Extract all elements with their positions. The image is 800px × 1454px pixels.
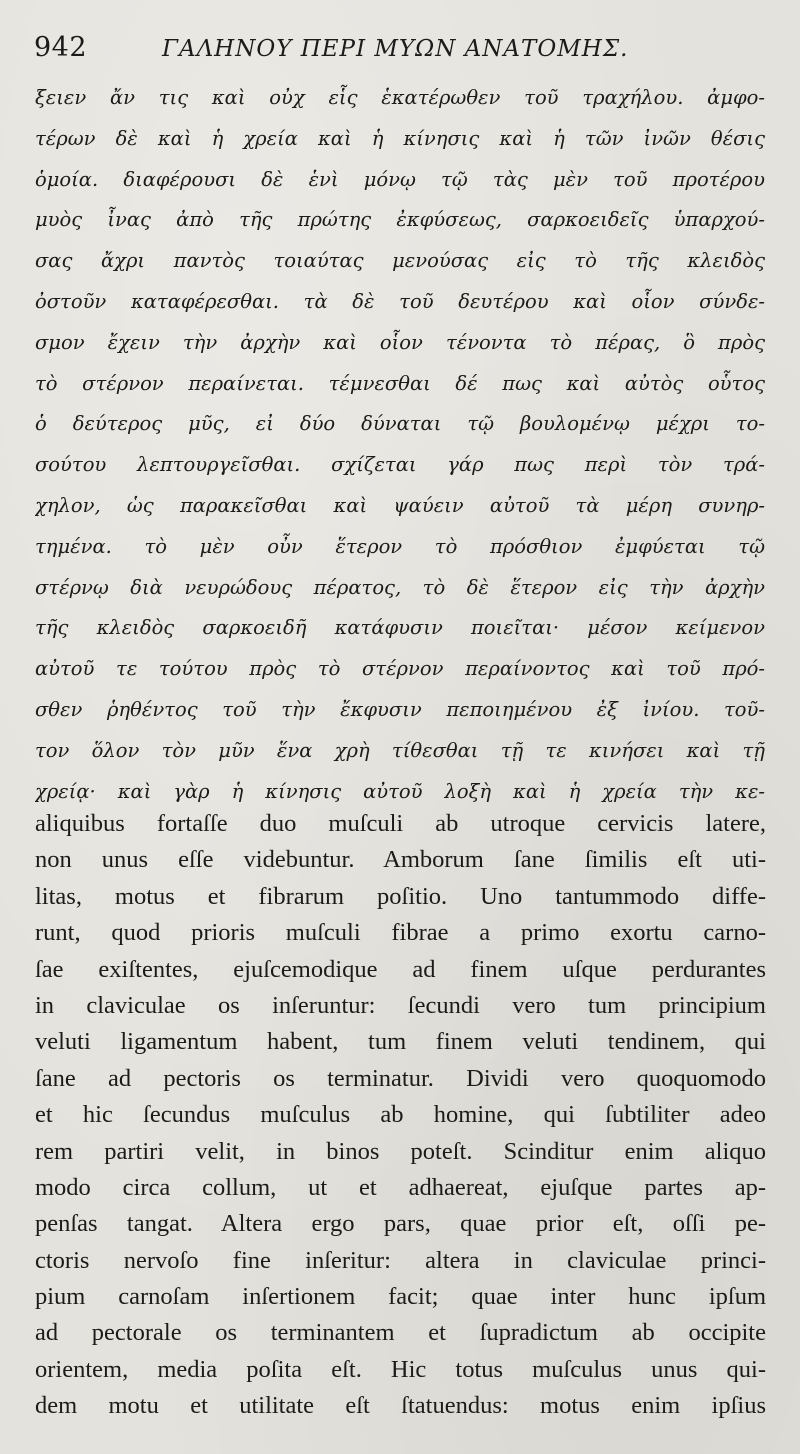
latin-line: veluti ligamentum habent, tum finem veluti tendinem, qui: [35, 1028, 766, 1056]
latin-line: non unus eſſe videbuntur. Amborum ſane ſimilis eſt uti-: [35, 846, 766, 874]
running-title: ΓΑΛΗΝΟΥ ΠΕΡΙ ΜΥΩΝ ΑΝΑΤΟΜΗΣ.: [162, 36, 629, 62]
latin-line: penſas tangat. Altera ergo pars, quae prior eſt, oſſi pe-: [35, 1210, 766, 1238]
greek-line: ὀστοῦν καταφέρεσθαι. τὰ δὲ τοῦ δευτέρου καὶ οἷον σύνδε-: [35, 289, 765, 313]
greek-line: τημένα. τὸ μὲν οὖν ἕτερον τὸ πρόσθιον ἐμφύεται τῷ: [35, 534, 765, 558]
greek-line: σούτου λεπτουργεῖσθαι. σχίζεται γάρ πως περὶ τὸν τρά-: [35, 453, 765, 477]
page-number: 942: [34, 32, 88, 63]
greek-line: μυὸς ἶνας ἀπὸ τῆς πρώτης ἐκφύσεως, σαρκοειδεῖς ὑπαρχού-: [35, 208, 765, 232]
latin-line: pium carnoſam inſertionem facit; quae inter hunc ipſum: [35, 1283, 766, 1311]
greek-line: χρείᾳ· καὶ γὰρ ἡ κίνησις αὐτοῦ λοξὴ καὶ ἡ χρεία τὴν κε-: [35, 779, 765, 803]
latin-line: runt, quod prioris muſculi fibrae a primo exortu carno-: [35, 919, 766, 947]
latin-line: aliquibus fortaſſe duo muſculi ab utroque cervicis latere,: [35, 810, 766, 837]
latin-line: rem partiri velit, in binos poteſt. Scinditur enim aliquo: [35, 1137, 766, 1165]
greek-line: τέρων δὲ καὶ ἡ χρεία καὶ ἡ κίνησις καὶ ἡ τῶν ἰνῶν θέσις: [35, 126, 765, 150]
greek-line: τον ὅλον τὸν μῦν ἕνα χρὴ τίθεσθαι τῇ τε κινήσει καὶ τῇ: [35, 738, 765, 762]
greek-line: ὁμοία. διαφέρουσι δὲ ἑνὶ μόνῳ τῷ τὰς μὲν τοῦ προτέρου: [35, 167, 765, 191]
greek-line: σας ἄχρι παντὸς τοιαύτας μενούσας εἰς τὸ τῆς κλειδὸς: [35, 249, 765, 273]
greek-line: τὸ στέρνον περαίνεται. τέμνεσθαι δέ πως καὶ αὐτὸς οὗτος: [35, 371, 765, 395]
latin-line: et hic ſecundus muſculus ab homine, qui ſubtiliter adeo: [35, 1101, 766, 1129]
latin-line: dem motu et utilitate eſt ſtatuendus: motus enim ipſius: [35, 1392, 766, 1420]
latin-text-block: [35, 806, 766, 1425]
greek-line: τῆς κλειδὸς σαρκοειδῆ κατάφυσιν ποιεῖται· μέσον κείμενον: [35, 616, 765, 640]
greek-line: σμον ἔχειν τὴν ἀρχὴν καὶ οἷον τένοντα τὸ πέρας, ὃ πρὸς: [35, 330, 765, 354]
latin-line: ſane ad pectoris os terminatur. Dividi vero quoquomodo: [35, 1064, 766, 1092]
page-header: [34, 30, 774, 70]
latin-line: litas, motus et fibrarum poſitio. Uno tantummodo diffe-: [35, 882, 766, 910]
greek-text-block: [35, 78, 765, 812]
greek-line: ὁ δεύτερος μῦς, εἰ δύο δύναται τῷ βουλομένῳ μέχρι το-: [35, 412, 765, 436]
greek-line: χηλον, ὡς παρακεῖσθαι καὶ ψαύειν αὐτοῦ τὰ μέρη συνηρ-: [35, 493, 765, 517]
latin-line: modo circa collum, ut et adhaereat, ejuſque partes ap-: [35, 1173, 766, 1201]
latin-line: ctoris nervoſo fine inſeritur: altera in claviculae princi-: [35, 1246, 766, 1274]
greek-line: ξειεν ἄν τις καὶ οὐχ εἷς ἑκατέρωθεν τοῦ τραχήλου. ἀμφο-: [35, 86, 765, 109]
greek-line: σθεν ῥηθέντος τοῦ τὴν ἔκφυσιν πεποιημένου ἐξ ἰνίου. τοῦ-: [35, 697, 765, 721]
latin-line: ſae exiſtentes, ejuſcemodique ad finem uſque perdurantes: [35, 955, 766, 983]
latin-line: in claviculae os inſeruntur: ſecundi vero tum principium: [35, 991, 766, 1019]
latin-line: ad pectorale os terminantem et ſupradictum ab occipite: [35, 1319, 766, 1347]
latin-line: orientem, media poſita eſt. Hic totus muſculus unus qui-: [35, 1355, 766, 1383]
greek-line: στέρνῳ διὰ νευρώδους πέρατος, τὸ δὲ ἕτερον εἰς τὴν ἀρχὴν: [35, 575, 765, 599]
greek-line: αὐτοῦ τε τούτου πρὸς τὸ στέρνον περαίνοντος καὶ τοῦ πρό-: [35, 657, 765, 681]
